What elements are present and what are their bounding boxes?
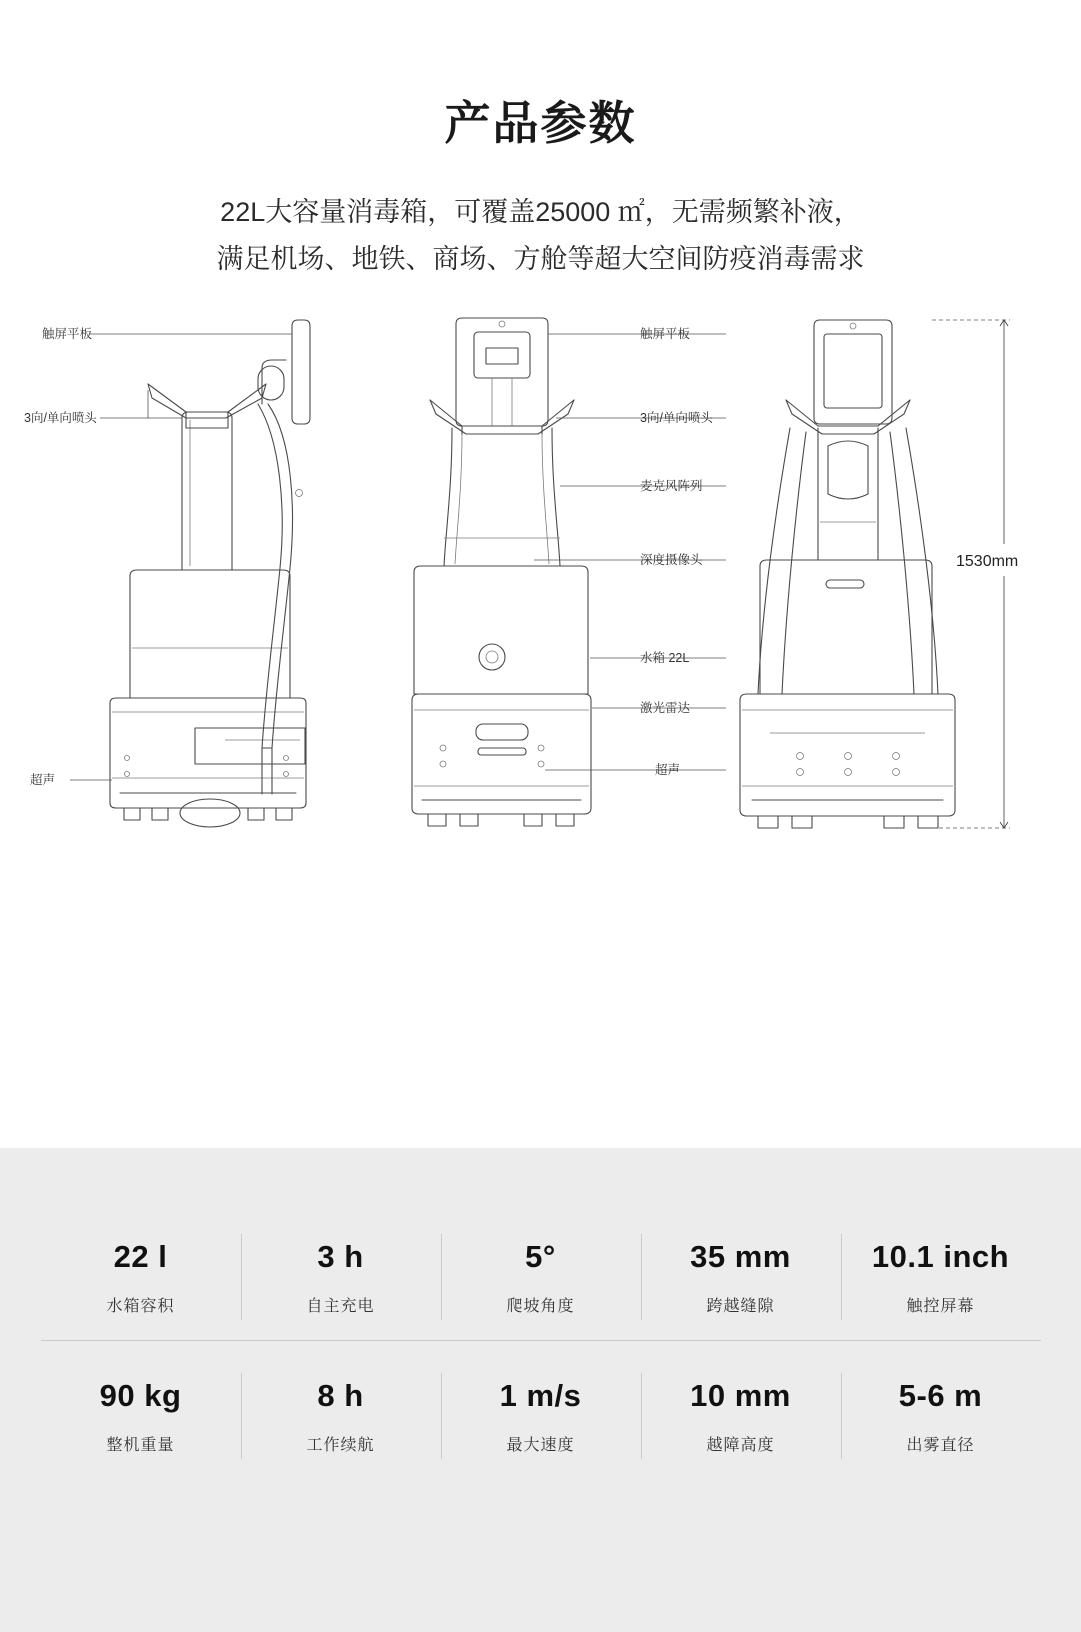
callout-label: 超声 <box>30 772 56 787</box>
spec-label: 跨越缝隙 <box>706 1298 775 1316</box>
spec-value: 5° <box>525 1238 556 1274</box>
spec-value: 22 l <box>113 1238 168 1274</box>
spec-row-2 <box>41 1341 1041 1491</box>
callout-label: 触屏平板 <box>42 326 93 341</box>
spec-value: 90 kg <box>99 1377 182 1413</box>
spec-value: 3 h <box>317 1238 364 1274</box>
spec-cell-max-speed <box>441 1371 641 1461</box>
spec-cell-water-tank <box>41 1232 241 1322</box>
subtitle-line-1: 22L大容量消毒箱，可覆盖25000 ㎡，无需频繁补液， <box>220 197 861 228</box>
spec-label: 触控屏幕 <box>906 1298 975 1316</box>
callout-label: 触屏平板 <box>640 326 691 341</box>
spec-label: 越障高度 <box>706 1437 775 1455</box>
spec-value: 10.1 inch <box>871 1238 1010 1274</box>
spec-row-1 <box>41 1148 1041 1340</box>
callout-label: 超声 <box>655 762 681 777</box>
page-subtitle <box>76 189 1006 284</box>
callout-label: 激光雷达 <box>640 700 691 715</box>
side-view-robot <box>110 320 310 827</box>
callout-label: 3向/单向喷头 <box>640 410 713 425</box>
spec-label: 出雾直径 <box>906 1437 975 1455</box>
spec-value: 1 m/s <box>499 1377 582 1413</box>
spec-cell-battery-life <box>241 1371 441 1461</box>
front-view-robot <box>412 318 591 826</box>
spec-cell-weight <box>41 1371 241 1461</box>
callout-label: 深度摄像头 <box>640 552 703 567</box>
spec-label: 工作续航 <box>306 1437 375 1455</box>
spec-label: 最大速度 <box>506 1437 575 1455</box>
spec-cell-climb-angle <box>441 1232 641 1322</box>
height-dimension <box>932 320 1018 828</box>
diagram-svg <box>0 308 1081 1008</box>
spec-cell-mist-diameter <box>841 1371 1041 1461</box>
subtitle-line-2: 满足机场、地铁、商场、方舱等超大空间防疫消毒需求 <box>216 244 865 275</box>
dimension-label: 1530mm <box>956 552 1019 570</box>
callout-label: 麦克风阵列 <box>640 478 703 493</box>
spec-cell-obstacle-height <box>641 1371 841 1461</box>
spec-value: 8 h <box>317 1377 364 1413</box>
spec-cell-touchscreen <box>841 1232 1041 1322</box>
product-diagram <box>0 308 1081 1008</box>
front-view-callouts <box>534 326 726 777</box>
callout-label: 3向/单向喷头 <box>24 410 97 425</box>
spec-label: 自主充电 <box>306 1298 375 1316</box>
side-view-callouts <box>24 326 292 787</box>
spec-label: 爬坡角度 <box>506 1298 575 1316</box>
spec-value: 5-6 m <box>898 1377 983 1413</box>
page-header <box>0 0 1081 284</box>
spec-table <box>0 1148 1081 1632</box>
callout-label: 水箱 22L <box>640 650 690 665</box>
page-title: 产品参数 <box>444 97 637 149</box>
spec-value: 10 mm <box>690 1377 791 1413</box>
perspective-view-robot <box>740 320 955 828</box>
spec-label: 水箱容积 <box>106 1298 175 1316</box>
spec-cell-gap-crossing <box>641 1232 841 1322</box>
spec-value: 35 mm <box>690 1238 791 1274</box>
spec-label: 整机重量 <box>106 1437 175 1455</box>
spec-cell-charging <box>241 1232 441 1322</box>
